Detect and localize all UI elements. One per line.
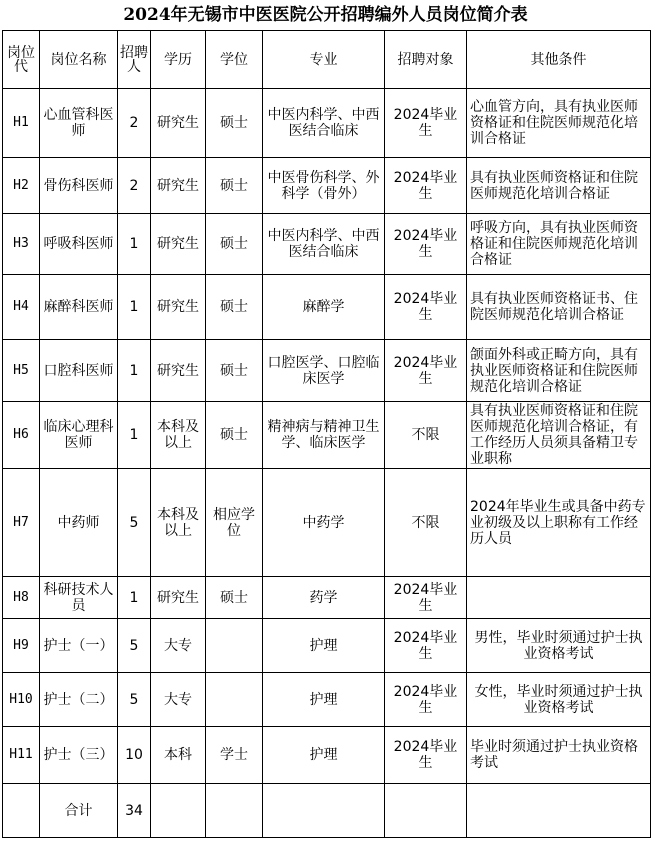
table-row (3, 727, 651, 784)
table-header-row (3, 31, 651, 89)
cell-other: 女性，毕业时须通过护士执业资格考试 (467, 673, 651, 727)
table-row (3, 619, 651, 673)
cell-name: 护士（三） (40, 727, 118, 784)
cell-code: H9 (3, 619, 40, 673)
cell-major: 精神病与精神卫生学、临床医学 (263, 402, 385, 469)
cell-count: 1 (118, 577, 151, 619)
cell-target: 2024毕业生 (385, 619, 467, 673)
cell-name: 麻醉科医师 (40, 275, 118, 340)
cell-code: H7 (3, 469, 40, 577)
total-major (263, 784, 385, 838)
table-row (3, 214, 651, 275)
cell-name: 骨伤科医师 (40, 158, 118, 214)
table-row (3, 89, 651, 158)
cell-major: 中药学 (263, 469, 385, 577)
cell-education: 本科及以上 (151, 402, 206, 469)
header-code: 岗位代 (3, 31, 40, 89)
cell-target: 2024毕业生 (385, 727, 467, 784)
cell-education: 大专 (151, 619, 206, 673)
cell-education: 研究生 (151, 275, 206, 340)
cell-count: 2 (118, 89, 151, 158)
header-target: 招聘对象 (385, 31, 467, 89)
cell-target: 2024毕业生 (385, 673, 467, 727)
header-degree: 学位 (206, 31, 263, 89)
cell-degree: 硕士 (206, 340, 263, 402)
cell-degree: 学士 (206, 727, 263, 784)
total-other (467, 784, 651, 838)
header-name: 岗位名称 (40, 31, 118, 89)
cell-degree (206, 673, 263, 727)
cell-other: 颌面外科或正畸方向，具有执业医师资格证和住院医师规范化培训合格证 (467, 340, 651, 402)
cell-major: 护理 (263, 727, 385, 784)
cell-major: 中医骨伤科学、外科学（骨外） (263, 158, 385, 214)
total-label: 合计 (40, 784, 118, 838)
page-title: 2024年无锡市中医医院公开招聘编外人员岗位简介表 (123, 5, 528, 25)
cell-education: 研究生 (151, 214, 206, 275)
cell-major: 药学 (263, 577, 385, 619)
cell-count: 5 (118, 469, 151, 577)
cell-other: 具有执业医师资格证书、住院医师规范化培训合格证 (467, 275, 651, 340)
cell-target: 不限 (385, 469, 467, 577)
cell-count: 2 (118, 158, 151, 214)
total-target (385, 784, 467, 838)
header-other: 其他条件 (467, 31, 651, 89)
cell-degree: 硕士 (206, 577, 263, 619)
cell-education: 本科 (151, 727, 206, 784)
cell-major: 护理 (263, 619, 385, 673)
cell-degree: 相应学位 (206, 469, 263, 577)
cell-count: 5 (118, 673, 151, 727)
cell-other: 具有执业医师资格证和住院医师规范化培训合格证 (467, 158, 651, 214)
cell-major: 中医内科学、中西医结合临床 (263, 214, 385, 275)
cell-name: 心血管科医师 (40, 89, 118, 158)
cell-education: 研究生 (151, 158, 206, 214)
cell-target: 2024毕业生 (385, 89, 467, 158)
positions-table (2, 30, 651, 838)
cell-count: 1 (118, 214, 151, 275)
table-row (3, 673, 651, 727)
cell-major: 护理 (263, 673, 385, 727)
total-row (3, 784, 651, 838)
cell-code: H11 (3, 727, 40, 784)
cell-count: 10 (118, 727, 151, 784)
cell-code: H4 (3, 275, 40, 340)
cell-education: 本科及以上 (151, 469, 206, 577)
table-row (3, 469, 651, 577)
cell-education: 研究生 (151, 577, 206, 619)
cell-degree: 硕士 (206, 214, 263, 275)
cell-target: 2024毕业生 (385, 158, 467, 214)
total-code (3, 784, 40, 838)
cell-other: 呼吸方向，具有执业医师资格证和住院医师规范化培训合格证 (467, 214, 651, 275)
cell-education: 研究生 (151, 340, 206, 402)
cell-count: 1 (118, 402, 151, 469)
cell-count: 1 (118, 340, 151, 402)
cell-education: 研究生 (151, 89, 206, 158)
cell-name: 护士（二） (40, 673, 118, 727)
cell-target: 不限 (385, 402, 467, 469)
cell-major: 麻醉学 (263, 275, 385, 340)
cell-education: 大专 (151, 673, 206, 727)
table-row (3, 275, 651, 340)
header-major: 专业 (263, 31, 385, 89)
total-education (151, 784, 206, 838)
cell-code: H6 (3, 402, 40, 469)
cell-other: 2024年毕业生或具备中药专业初级及以上职称有工作经历人员 (467, 469, 651, 577)
table-row (3, 577, 651, 619)
cell-other (467, 577, 651, 619)
table-row (3, 158, 651, 214)
cell-code: H1 (3, 89, 40, 158)
cell-code: H2 (3, 158, 40, 214)
cell-name: 呼吸科医师 (40, 214, 118, 275)
cell-other: 毕业时须通过护士执业资格考试 (467, 727, 651, 784)
cell-other: 心血管方向，具有执业医师资格证和住院医师规范化培训合格证 (467, 89, 651, 158)
cell-code: H5 (3, 340, 40, 402)
table-row (3, 402, 651, 469)
cell-code: H8 (3, 577, 40, 619)
cell-count: 5 (118, 619, 151, 673)
cell-major: 口腔医学、口腔临床医学 (263, 340, 385, 402)
total-degree (206, 784, 263, 838)
cell-other: 男性，毕业时须通过护士执业资格考试 (467, 619, 651, 673)
cell-code: H3 (3, 214, 40, 275)
cell-target: 2024毕业生 (385, 577, 467, 619)
cell-code: H10 (3, 673, 40, 727)
cell-other: 具有执业医师资格证和住院医师规范化培训合格证，有工作经历人员须具备精卫专业职称 (467, 402, 651, 469)
cell-target: 2024毕业生 (385, 275, 467, 340)
cell-degree: 硕士 (206, 402, 263, 469)
cell-degree: 硕士 (206, 158, 263, 214)
cell-degree (206, 619, 263, 673)
cell-name: 中药师 (40, 469, 118, 577)
cell-count: 1 (118, 275, 151, 340)
header-education: 学历 (151, 31, 206, 89)
cell-degree: 硕士 (206, 89, 263, 158)
header-count: 招聘人 (118, 31, 151, 89)
total-count: 34 (118, 784, 151, 838)
cell-degree: 硕士 (206, 275, 263, 340)
cell-target: 2024毕业生 (385, 340, 467, 402)
cell-target: 2024毕业生 (385, 214, 467, 275)
cell-name: 科研技术人员 (40, 577, 118, 619)
cell-name: 护士（一） (40, 619, 118, 673)
cell-name: 临床心理科医师 (40, 402, 118, 469)
cell-name: 口腔科医师 (40, 340, 118, 402)
cell-major: 中医内科学、中西医结合临床 (263, 89, 385, 158)
table-row (3, 340, 651, 402)
